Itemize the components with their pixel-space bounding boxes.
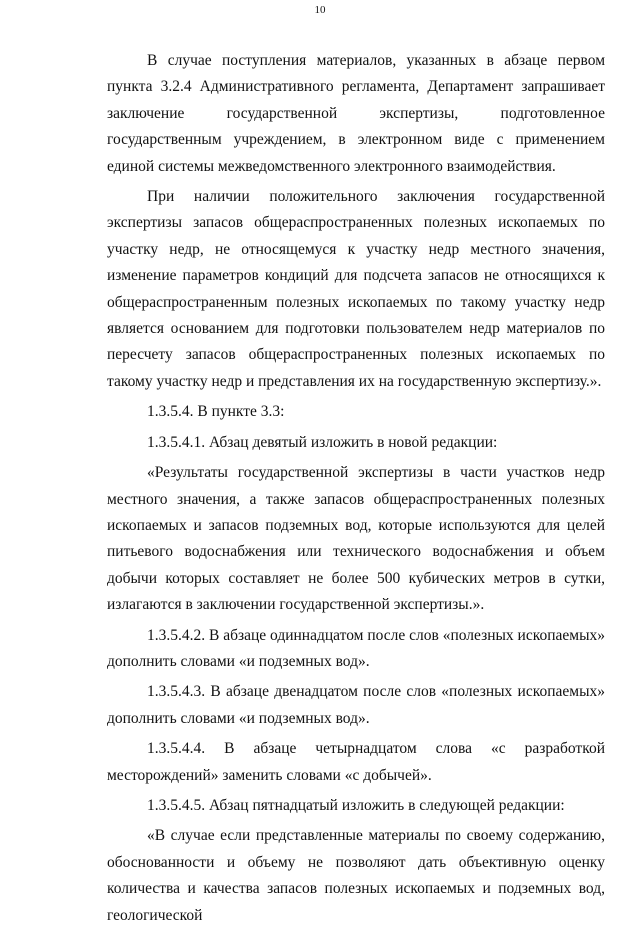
paragraph-expertise-request: В случае поступления материалов, указанных в абзаце первом пункта 3.2.4 Административного регламента, Департамент запрашивает заключение государственной экспертизы, подготовленное государственным учреждением, в электронном виде с применением единой системы межведомственного электронного взаимодействия. [107,52,605,175]
paragraph-item-1-3-5-4-5: 1.3.5.4.5. Абзац пятнадцатый изложить в следующей редакции: [147,796,565,814]
page-number: 10 [314,4,326,16]
paragraph-results-quote: «Результаты государственной экспертизы в части участков недр местного значения, а также запасов общераспространенных полезных ископаемых и запасов подземных вод, которые используются для целей питьевого водоснабжения или технического водоснабжения и объем добычи которых составляет не более 500 кубических метров в сутки, излагаются в заключении государственной экспертизы.». [107,464,605,614]
paragraph-fifteenth-quote: «В случае если представленные материалы по своему содержанию, обоснованности и объему не позволяют дать объективную оценку количества и качества запасов полезных ископаемых и подземных вод, геологической [107,827,605,924]
document-body [107,48,605,929]
paragraph-item-1-3-5-4-3: 1.3.5.4.3. В абзаце двенадцатом после слов «полезных ископаемых» дополнить словами «и подземных вод». [107,683,605,727]
paragraph-item-1-3-5-4-4: 1.3.5.4.4. В абзаце четырнадцатом слова «с разработкой месторождений» заменить словами «с добычей». [107,740,605,784]
paragraph-item-1-3-5-4-2: 1.3.5.4.2. В абзаце одиннадцатом после слов «полезных ископаемых» дополнить словами «и подземных вод». [107,626,606,670]
paragraph-item-1-3-5-4: 1.3.5.4. В пункте 3.3: [147,403,285,421]
paragraph-positive-conclusion: При наличии положительного заключения государственной экспертизы запасов общераспространенных полезных ископаемых по участку недр, не относящемуся к участку недр местного значения, изменение параметров кондиций для подсчета запасов не относящихся к общераспространенным полезных ископаемых по такому участку недр является основанием для подготовки пользователем недр материалов по пересчету запасов общераспространенных полезных ископаемых по такому участку недр и представления их на государственную экспертизу.». [107,188,605,390]
paragraph-item-1-3-5-4-1: 1.3.5.4.1. Абзац девятый изложить в новой редакции: [147,433,498,451]
